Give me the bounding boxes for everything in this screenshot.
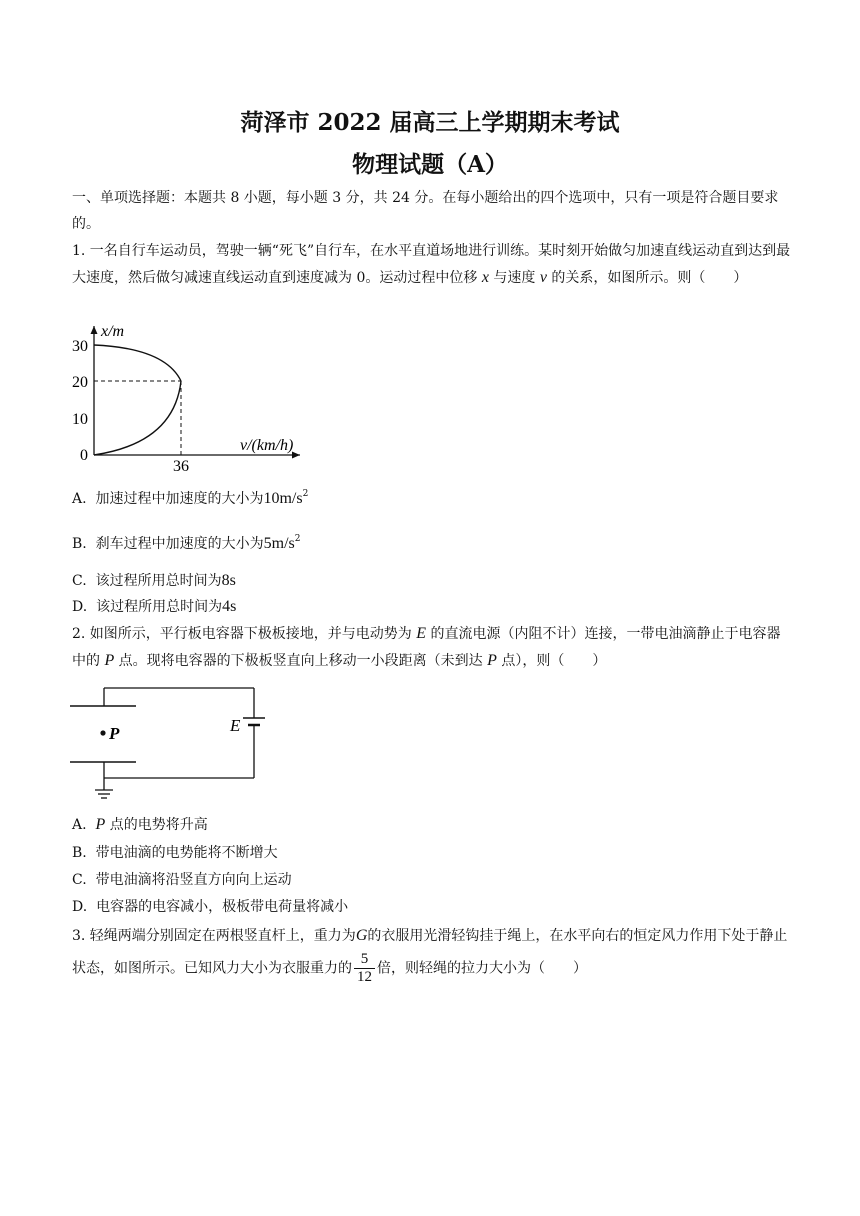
exam-subtitle: 物理试题（A） — [352, 151, 508, 178]
oil-drop-point — [100, 730, 105, 735]
y-tick-20: 20 — [72, 374, 88, 391]
question-3-stem: 3. 轻绳两端分别固定在两根竖直杆上，重力为G的衣服用光滑轻钩挂于绳上，在水平向右的恒定风力作用下处于静止状态，如图所示。已知风力大小为衣服重力的 $\frac{5}{12}$ 倍，则轻绳的拉力大小为（ ） — [72, 927, 788, 985]
accelerating-curve — [94, 381, 181, 455]
y-axis-arrow — [91, 326, 98, 334]
y-tick-30: 30 — [72, 338, 88, 355]
q1-option-d[interactable]: D. 该过程所用总时间为4s — [72, 598, 237, 615]
q2-option-d[interactable]: D. 电容器的电容减小，极板带电荷量将减小 — [72, 899, 349, 915]
question-1-figure — [64, 318, 314, 474]
exam-title: 菏泽市 2022 届高三上学期期末考试 — [240, 109, 620, 136]
y-tick-0: 0 — [80, 447, 88, 464]
emf-label: E — [230, 716, 241, 735]
y-tick-10: 10 — [72, 411, 88, 428]
section-instruction: 一、单项选择题：本题共 8 小题，每小题 3 分，共 24 分。在每小题给出的四个选项中，只有一项是符合题目要求的。 — [72, 190, 779, 232]
q1-option-a[interactable]: A. 加速过程中加速度的大小为$10m/s^2$ — [72, 489, 309, 507]
q1-option-b[interactable]: B. 刹车过程中加速度的大小为$5m/s^2$ — [72, 534, 301, 552]
q1-option-c[interactable]: C. 该过程所用总时间为8s — [72, 572, 236, 589]
braking-curve — [94, 345, 181, 381]
x-axis-label: v/(km/h) — [240, 437, 294, 454]
x-tick-36: 36 — [173, 458, 189, 474]
point-p-label: P — [109, 724, 120, 743]
q2-option-b[interactable]: B. 带电油滴的电势能将不断增大 — [72, 845, 278, 861]
question-1-stem: 1. 一名自行车运动员，驾驶一辆“死飞”自行车，在水平直道场地进行训练。某时刻开始做匀加速直线运动直到达到最大速度，然后做匀减速直线运动直到速度减为 0。运动过程中位移 x 与速度 v 的关系，如图所示。则（ ） — [72, 243, 791, 286]
question-2-figure — [64, 680, 274, 810]
fraction-5-12: $\frac{5}{12}$ — [354, 951, 375, 986]
question-2-stem: 2. 如图所示，平行板电容器下极板接地，并与电动势为 E 的直流电源（内阻不计）连接，一带电油滴静止于电容器中的 P 点。现将电容器的下极板竖直向上移动一小段距离（未到达 P 点），则（ ） — [72, 625, 781, 669]
q2-option-a[interactable]: A. P 点的电势将升高 — [72, 816, 208, 833]
y-axis-label: x/m — [101, 323, 125, 340]
q2-option-c[interactable]: C. 带电油滴将沿竖直方向向上运动 — [72, 872, 292, 888]
